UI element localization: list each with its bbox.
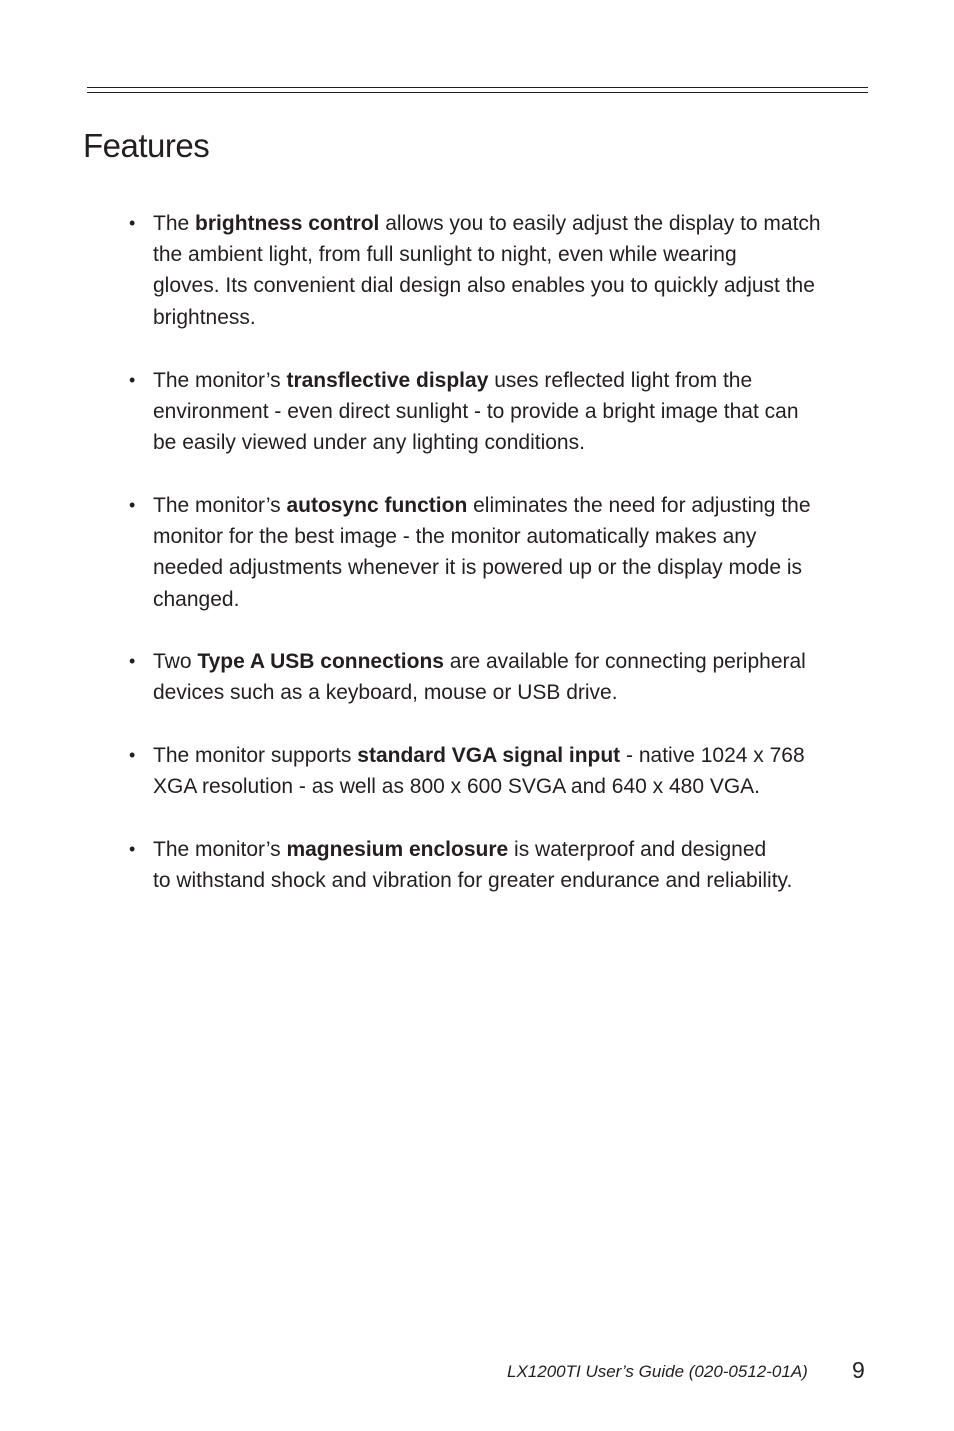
- feature-line: brightness.: [153, 305, 256, 329]
- text-segment: The monitor’s: [153, 369, 287, 392]
- feature-line: environment - even direct sunlight - to provide a bright image that can: [153, 400, 799, 424]
- text-segment: allows you to easily adjust the display to match: [379, 212, 821, 235]
- bullet: •: [129, 213, 136, 233]
- feature-line: monitor for the best image - the monitor automatically makes any: [153, 525, 757, 549]
- text-segment: The monitor’s: [153, 838, 287, 861]
- text-segment: The monitor’s: [153, 494, 287, 517]
- feature-line: [153, 490, 869, 521]
- feature-text: [153, 834, 869, 896]
- bullet: •: [129, 495, 136, 515]
- feature-text: [153, 208, 869, 333]
- feature-highlight: Type A USB connections: [197, 650, 444, 673]
- text-segment: - native 1024 x 768: [620, 744, 805, 767]
- feature-line: [153, 740, 869, 771]
- header-rule-bottom: [87, 92, 868, 93]
- feature-text: [153, 490, 869, 615]
- footer-guide-reference: LX1200TI User’s Guide (020-0512-01A): [507, 1362, 808, 1381]
- feature-line: the ambient light, from full sunlight to night, even while wearing: [153, 243, 737, 267]
- feature-text: [153, 365, 869, 459]
- feature-highlight: autosync function: [286, 494, 468, 517]
- text-segment: eliminates the need for adjusting the: [467, 494, 811, 517]
- page-title: Features: [83, 127, 210, 164]
- feature-line: [153, 834, 869, 865]
- text-segment: The: [153, 212, 196, 235]
- feature-line: [153, 365, 869, 396]
- feature-line: devices such as a keyboard, mouse or USB drive.: [153, 681, 618, 705]
- feature-highlight: brightness control: [195, 212, 380, 235]
- bullet: •: [129, 370, 136, 390]
- bullet: •: [129, 651, 136, 671]
- header-rule-top: [87, 87, 868, 88]
- feature-text: [153, 646, 869, 708]
- feature-line: gloves. Its convenient dial design also enables you to quickly adjust the: [153, 274, 815, 298]
- text-segment: The monitor supports: [153, 744, 358, 767]
- feature-line: needed adjustments whenever it is powered up or the display mode is: [153, 556, 803, 580]
- feature-line: XGA resolution - as well as 800 x 600 SVGA and 640 x 480 VGA.: [153, 775, 761, 799]
- text-segment: are available for connecting peripheral: [443, 650, 806, 673]
- feature-highlight: standard VGA signal input: [357, 744, 621, 767]
- feature-highlight: magnesium enclosure: [286, 838, 509, 861]
- feature-text: [153, 740, 869, 802]
- feature-line: [153, 646, 869, 677]
- feature-line: changed.: [153, 587, 240, 611]
- feature-line: be easily viewed under any lighting conditions.: [153, 431, 585, 455]
- feature-line: [153, 208, 869, 239]
- bullet: •: [129, 745, 136, 765]
- text-segment: is waterproof and designed: [508, 838, 767, 861]
- text-segment: Two: [153, 650, 198, 673]
- page-number: 9: [852, 1357, 865, 1383]
- bullet: •: [129, 839, 136, 859]
- text-segment: uses reflected light from the: [488, 369, 753, 392]
- feature-highlight: transflective display: [286, 369, 489, 392]
- feature-line: to withstand shock and vibration for greater endurance and reliability.: [153, 869, 793, 893]
